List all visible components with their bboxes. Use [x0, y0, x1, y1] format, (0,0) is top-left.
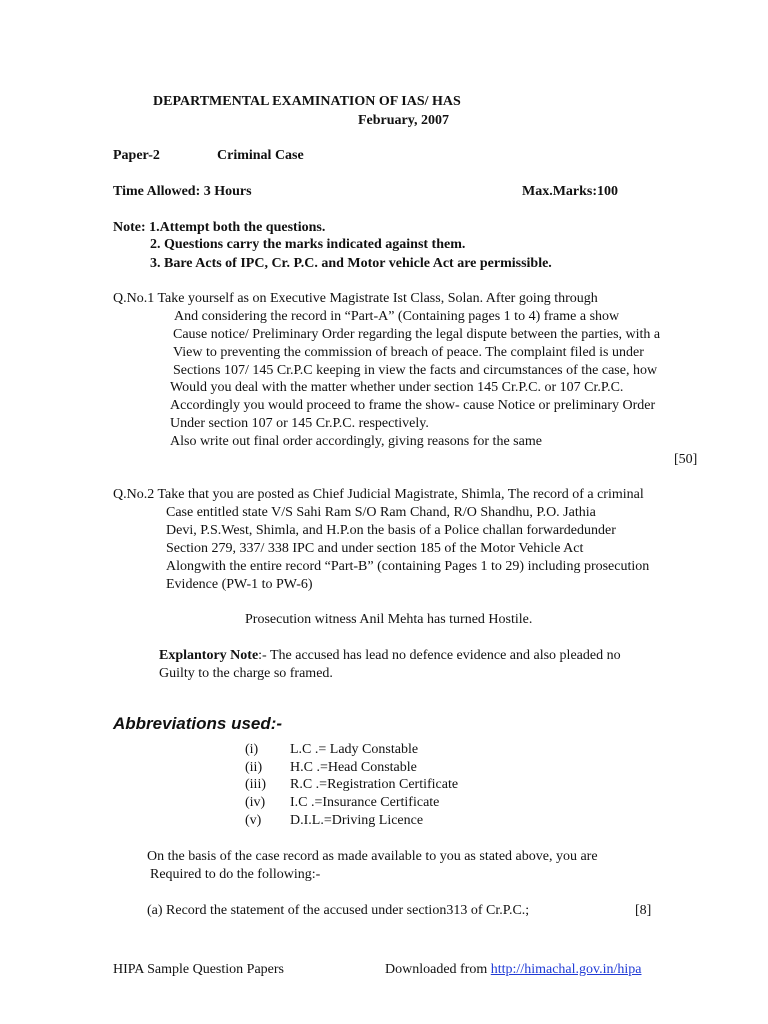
question-1-line: View to preventing the commission of breach of peace. The complaint filed is under	[173, 345, 644, 360]
hostile-witness-note: Prosecution witness Anil Mehta has turned Hostile.	[245, 612, 533, 627]
list-item-number: (v)	[245, 812, 262, 828]
abbreviations-heading: Abbreviations used:-	[113, 714, 283, 733]
question-2-line: Alongwith the entire record “Part-B” (containing Pages 1 to 29) including prosecution	[166, 559, 650, 574]
list-item-number: (ii)	[245, 759, 263, 775]
note-3: 3. Bare Acts of IPC, Cr. P.C. and Motor vehicle Act are permissible.	[150, 256, 552, 271]
footer-download-label: Downloaded from	[385, 962, 488, 977]
max-marks: Max.Marks:100	[522, 184, 619, 199]
list-item	[245, 759, 458, 777]
question-2-line: Case entitled state V/S Sahi Ram S/O Ram Chand, R/O Shandhu, P.O. Jathia	[166, 505, 596, 520]
list-item-text: R.C .=Registration Certificate	[290, 777, 459, 793]
list-item-text: D.I.L.=Driving Licence	[290, 812, 424, 828]
paper-number: Paper-2	[113, 148, 160, 163]
question-1-line: Also write out final order accordingly, giving reasons for the same	[170, 434, 542, 449]
footer-link[interactable]: http://himachal.gov.in/hipa	[490, 962, 642, 977]
abbreviation-list	[245, 741, 458, 829]
question-2-line: Q.No.2 Take that you are posted as Chief Judicial Magistrate, Shimla, The record of a criminal	[113, 487, 644, 502]
question-1-line: Q.No.1 Take yourself as on Executive Magistrate Ist Class, Solan. After going through	[113, 291, 598, 306]
list-item-text: H.C .=Head Constable	[290, 759, 417, 775]
time-allowed: Time Allowed: 3 Hours	[113, 184, 252, 199]
footer-download	[385, 961, 642, 979]
list-item	[245, 812, 458, 830]
instructions-line: Required to do the following:-	[150, 867, 321, 882]
list-item-number: (iv)	[245, 795, 266, 811]
question-2-line: Devi, P.S.West, Shimla, and H.P.on the basis of a Police challan forwardedunder	[166, 523, 616, 538]
instruction-item-a: (a) Record the statement of the accused under section313 of Cr.P.C.;	[147, 903, 530, 918]
question-1-line: Cause notice/ Preliminary Order regarding the legal dispute between the parties, with a	[173, 327, 661, 342]
exam-title: DEPARTMENTAL EXAMINATION OF IAS/ HAS	[153, 94, 461, 109]
explanatory-note-continued: Guilty to the charge so framed.	[159, 666, 333, 681]
question-1-line: And considering the record in “Part-A” (Containing pages 1 to 4) frame a show	[174, 309, 620, 324]
explanatory-note-text: :- The accused has lead no defence evidence and also pleaded no	[258, 648, 621, 663]
instructions-line: On the basis of the case record as made available to you as stated above, you are	[147, 849, 598, 864]
explanatory-note	[159, 647, 621, 665]
explanatory-note-label: Explantory Note	[159, 648, 259, 663]
list-item-number: (i)	[245, 742, 259, 757]
question-1-line: Under section 107 or 145 Cr.P.C. respectively.	[170, 416, 429, 431]
question-1-line: Sections 107/ 145 Cr.P.C keeping in view the facts and circumstances of the case, how	[173, 363, 658, 378]
list-item-number: (iii)	[245, 777, 266, 793]
note-2: 2. Questions carry the marks indicated against them.	[150, 237, 466, 252]
question-1-line: Accordingly you would proceed to frame the show- cause Notice or preliminary Order	[170, 398, 656, 413]
list-item	[245, 776, 458, 794]
exam-date: February, 2007	[358, 113, 449, 128]
list-item-text: I.C .=Insurance Certificate	[290, 795, 440, 811]
question-2-line: Section 279, 337/ 338 IPC and under section 185 of the Motor Vehicle Act	[166, 541, 584, 556]
list-item	[245, 741, 458, 759]
list-item-text: L.C .= Lady Constable	[290, 742, 419, 757]
footer-source: HIPA Sample Question Papers	[113, 962, 284, 977]
question-2-line: Evidence (PW-1 to PW-6)	[166, 577, 313, 592]
instruction-item-a-marks: [8]	[635, 903, 652, 918]
note-1: Note: 1.Attempt both the questions.	[113, 220, 326, 235]
question-1-marks: [50]	[674, 452, 698, 467]
paper-subject: Criminal Case	[217, 148, 304, 163]
question-1-line: Would you deal with the matter whether under section 145 Cr.P.C. or 107 Cr.P.C.	[170, 380, 624, 395]
list-item	[245, 794, 458, 812]
